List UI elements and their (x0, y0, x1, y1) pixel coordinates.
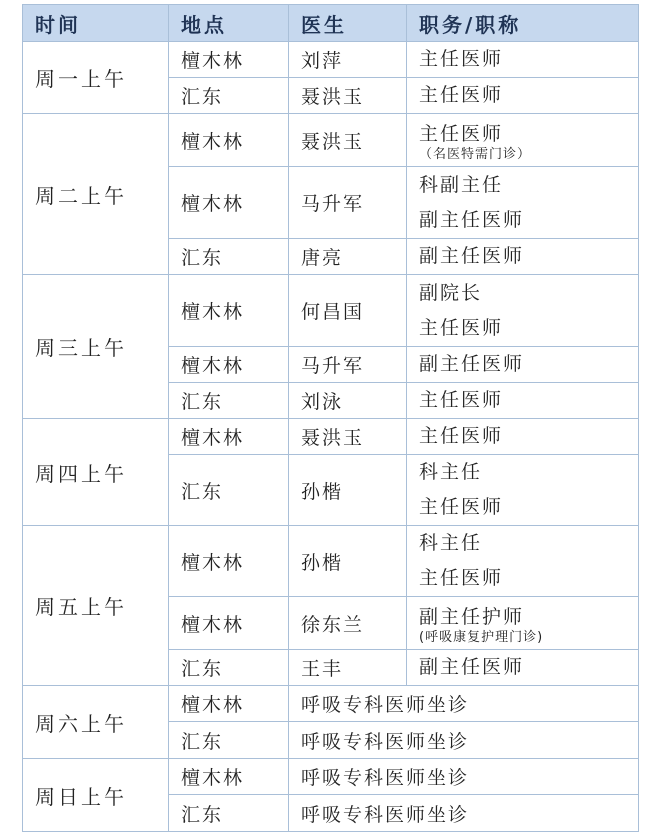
place-cell: 檀木林 (169, 114, 289, 167)
table-row (23, 275, 639, 347)
merged-cell: 呼吸专科医师坐诊 (289, 722, 639, 759)
title-cell (407, 347, 639, 383)
title-line: 主任医师 (419, 84, 504, 106)
title-cell (407, 239, 639, 275)
title-line: 副主任医师 (419, 353, 525, 375)
day-cell: 周日上午 (23, 759, 169, 832)
title-line: 主任医师 (419, 425, 504, 447)
title-line: 科主任 (419, 532, 483, 554)
place-cell: 汇东 (169, 78, 289, 114)
title-line: 副主任护师 (419, 605, 525, 628)
day-cell: 周三上午 (23, 275, 169, 419)
doctor-cell: 马升军 (289, 167, 407, 239)
title-cell (407, 419, 639, 455)
title-line: 科副主任 (419, 173, 504, 196)
place-cell: 檀木林 (169, 686, 289, 722)
day-cell: 周四上午 (23, 419, 169, 526)
title-line: 副主任医师 (419, 656, 525, 678)
schedule-body (23, 42, 639, 832)
doctor-cell: 聂洪玉 (289, 114, 407, 167)
place-cell: 汇东 (169, 795, 289, 832)
title-line: 主任医师 (419, 496, 504, 518)
title-cell (407, 167, 639, 239)
title-line: 主任医师 (419, 567, 504, 589)
title-cell (407, 526, 639, 597)
title-line: 副主任医师 (419, 208, 525, 231)
title-cell (407, 597, 639, 650)
place-cell: 汇东 (169, 383, 289, 419)
doctor-cell: 徐东兰 (289, 597, 407, 650)
title-line: 副院长 (419, 281, 483, 304)
title-cell (407, 78, 639, 114)
table-row (23, 759, 639, 795)
table-row (23, 526, 639, 597)
merged-cell: 呼吸专科医师坐诊 (289, 795, 639, 832)
header-title: 职务/职称 (407, 5, 639, 42)
clinic-note: (呼吸康复护理门诊) (419, 629, 544, 645)
place-cell: 檀木林 (169, 275, 289, 347)
schedule-table (22, 4, 639, 832)
header-place: 地点 (169, 5, 289, 42)
title-cell (407, 383, 639, 419)
place-cell: 檀木林 (169, 167, 289, 239)
day-cell: 周六上午 (23, 686, 169, 759)
title-cell (407, 650, 639, 686)
doctor-cell: 刘泳 (289, 383, 407, 419)
title-cell (407, 114, 639, 167)
place-cell: 檀木林 (169, 526, 289, 597)
doctor-cell: 何昌国 (289, 275, 407, 347)
place-cell: 汇东 (169, 239, 289, 275)
merged-cell: 呼吸专科医师坐诊 (289, 759, 639, 795)
place-cell: 檀木林 (169, 419, 289, 455)
title-cell (407, 275, 639, 347)
doctor-cell: 孙楷 (289, 526, 407, 597)
title-line: 主任医师 (419, 389, 504, 411)
day-cell: 周五上午 (23, 526, 169, 686)
place-cell: 汇东 (169, 455, 289, 526)
header-time: 时间 (23, 5, 169, 42)
title-line: 科主任 (419, 461, 483, 483)
clinic-note: （名医特需门诊） (419, 146, 532, 162)
day-cell: 周二上午 (23, 114, 169, 275)
title-line: 主任医师 (419, 316, 504, 339)
place-cell: 檀木林 (169, 42, 289, 78)
doctor-cell: 唐亮 (289, 239, 407, 275)
title-cell (407, 42, 639, 78)
title-line: 主任医师 (419, 122, 504, 145)
title-line: 主任医师 (419, 48, 504, 70)
place-cell: 汇东 (169, 722, 289, 759)
merged-cell: 呼吸专科医师坐诊 (289, 686, 639, 722)
title-line: 副主任医师 (419, 245, 525, 267)
doctor-cell: 聂洪玉 (289, 419, 407, 455)
place-cell: 汇东 (169, 650, 289, 686)
table-row (23, 419, 639, 455)
header-row (23, 5, 639, 42)
doctor-cell: 刘萍 (289, 42, 407, 78)
table-row (23, 114, 639, 167)
place-cell: 檀木林 (169, 597, 289, 650)
table-row (23, 42, 639, 78)
doctor-cell: 聂洪玉 (289, 78, 407, 114)
place-cell: 檀木林 (169, 759, 289, 795)
doctor-cell: 马升军 (289, 347, 407, 383)
header-doctor: 医生 (289, 5, 407, 42)
title-cell (407, 455, 639, 526)
table-row (23, 686, 639, 722)
day-cell: 周一上午 (23, 42, 169, 114)
place-cell: 檀木林 (169, 347, 289, 383)
doctor-cell: 王丰 (289, 650, 407, 686)
doctor-cell: 孙楷 (289, 455, 407, 526)
